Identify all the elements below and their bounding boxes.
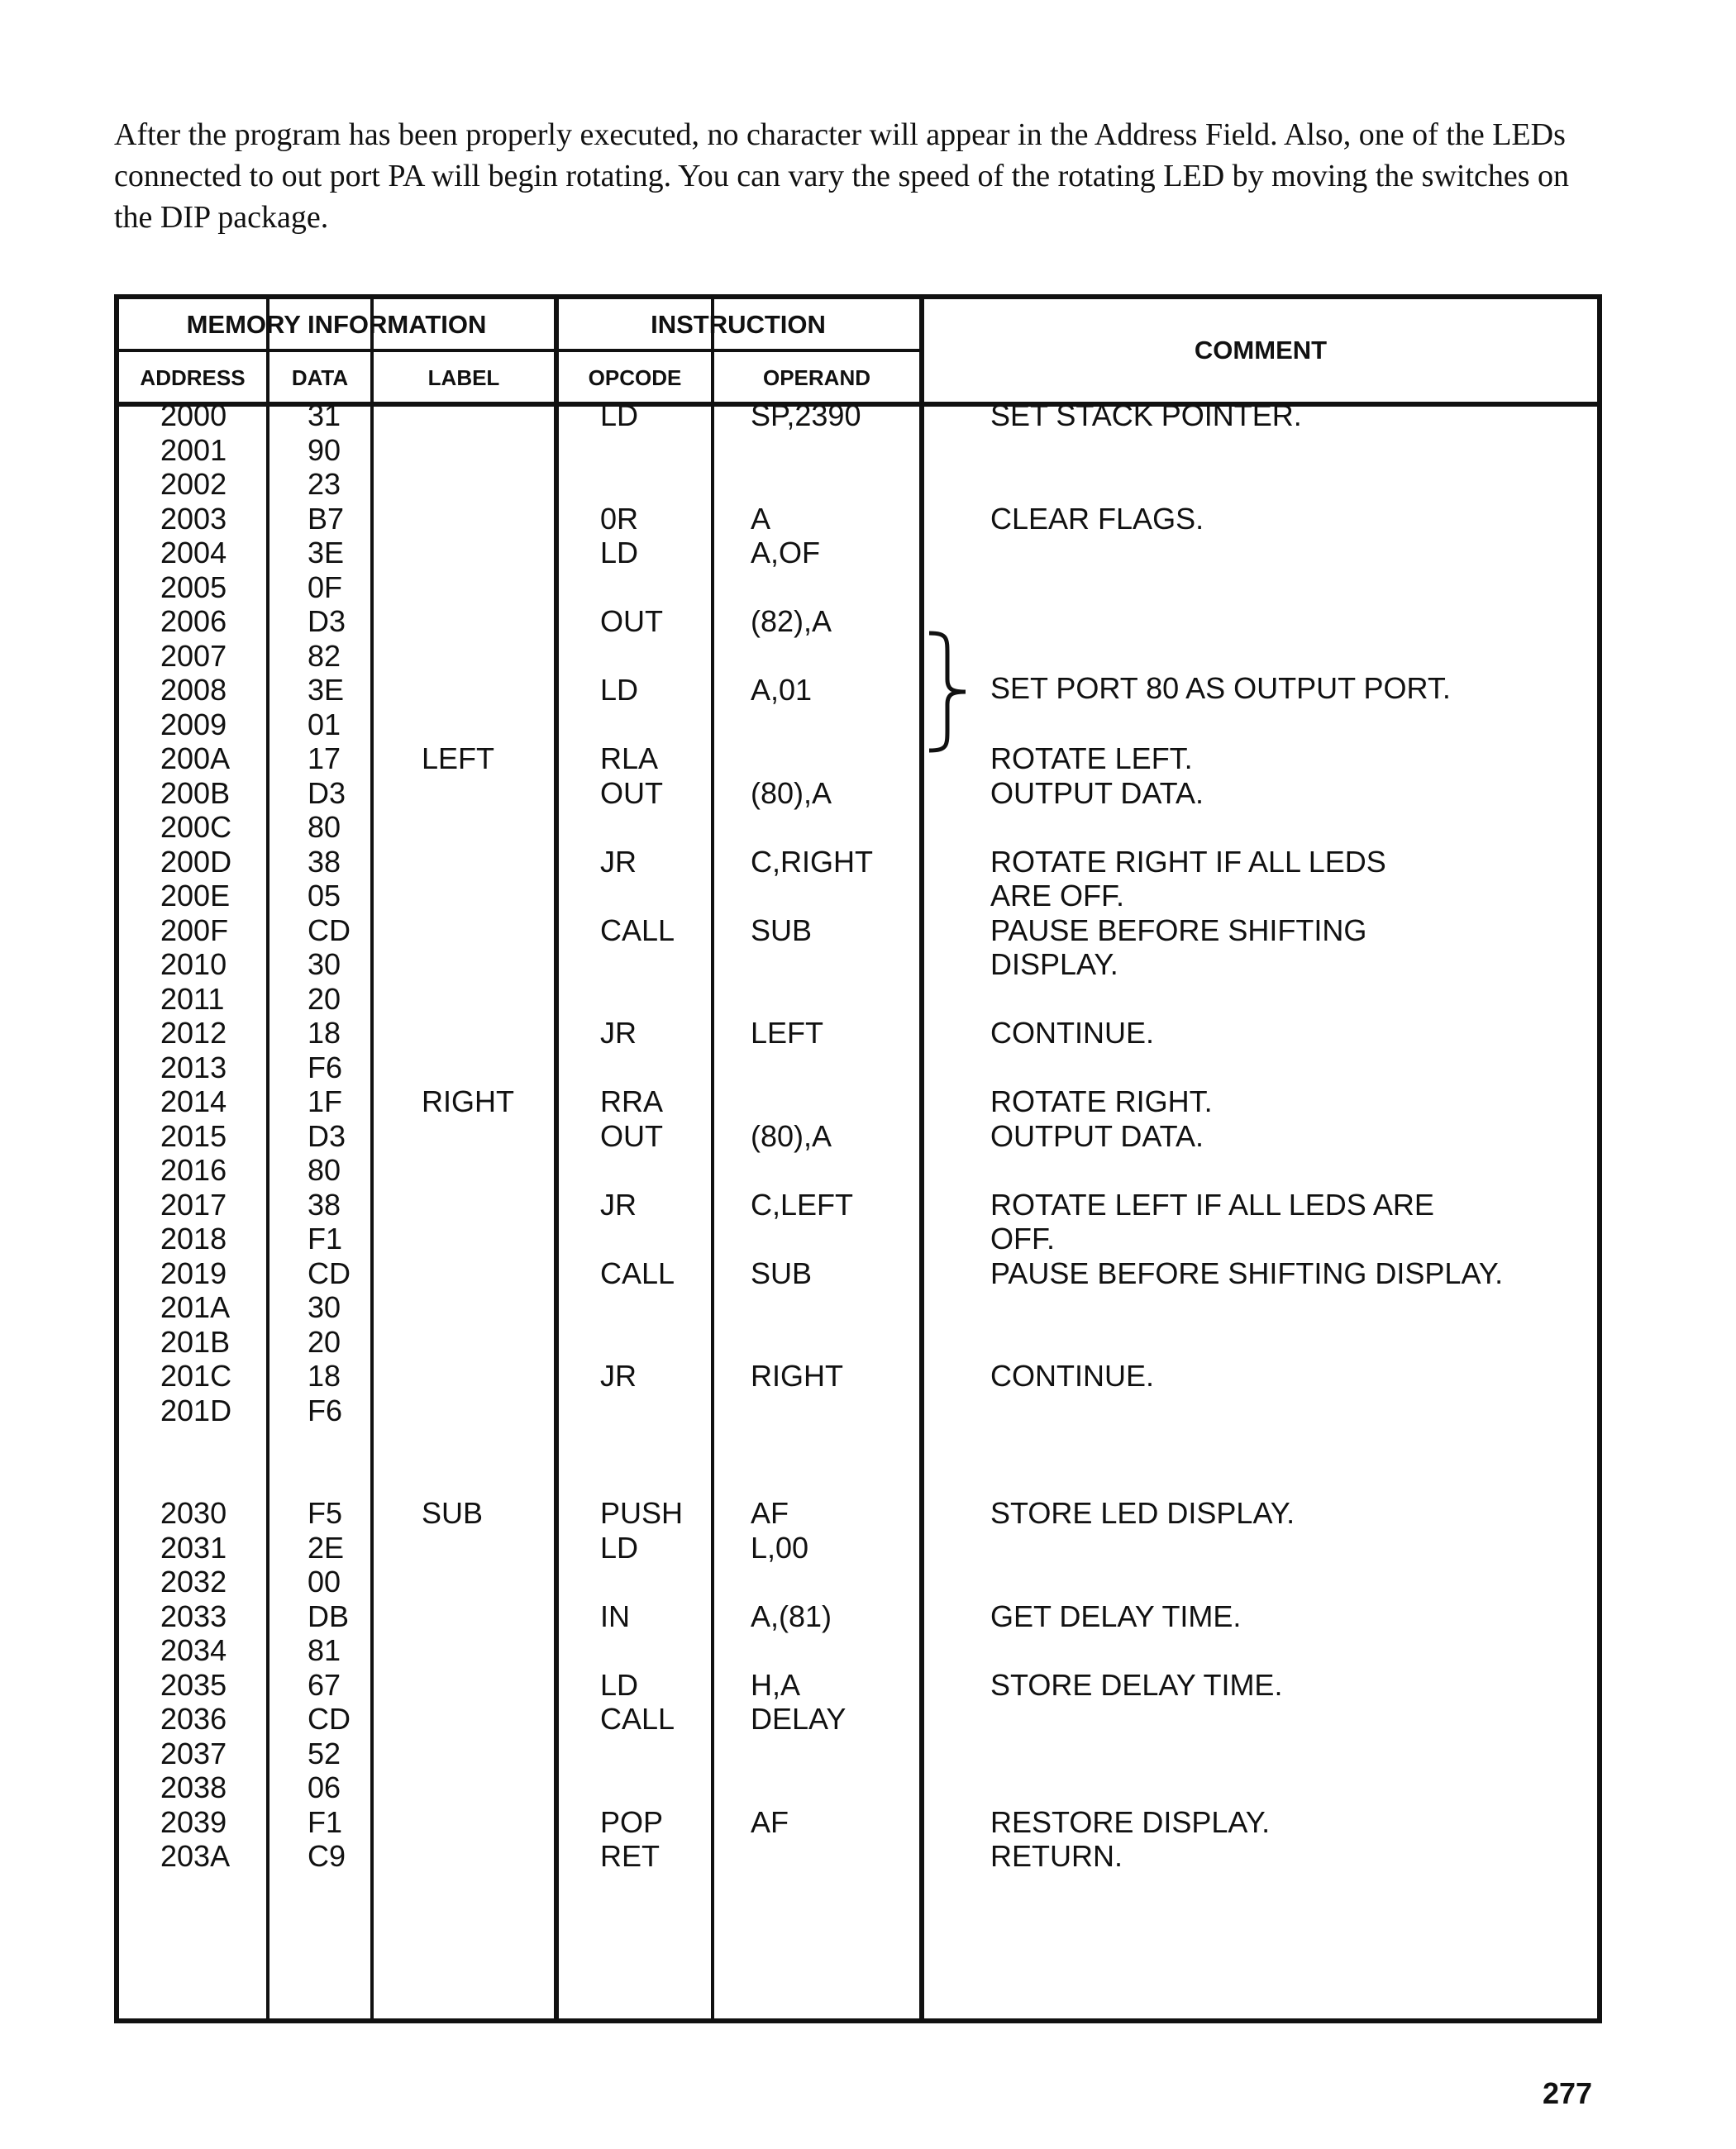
operand-cell: (82),A bbox=[751, 604, 832, 638]
address-cell: 2005 bbox=[160, 569, 227, 604]
comment-cell: ROTATE LEFT IF ALL LEDS ARE bbox=[990, 1187, 1434, 1222]
opcode-cell: LD bbox=[600, 673, 639, 707]
address-cell: 2030 bbox=[160, 1496, 227, 1530]
comment-cell: STORE DELAY TIME. bbox=[990, 1667, 1283, 1702]
data-cell: 05 bbox=[308, 879, 341, 912]
table-row bbox=[119, 982, 1597, 1017]
opcode-cell: CALL bbox=[600, 912, 675, 947]
header-comment: COMMENT bbox=[1194, 336, 1328, 365]
data-cell: F5 bbox=[308, 1496, 343, 1530]
page-number: 277 bbox=[1543, 2076, 1593, 2110]
header-memory-information: MEMORY INFORMATION bbox=[186, 310, 487, 339]
opcode-cell: 0R bbox=[600, 501, 639, 536]
header-instruction: INSTRUCTION bbox=[651, 310, 826, 339]
address-cell: 203A bbox=[160, 1839, 231, 1873]
comment-cell: OFF. bbox=[990, 1222, 1055, 1256]
operand-cell: AF bbox=[751, 1496, 789, 1530]
header-label: LABEL bbox=[427, 365, 500, 390]
comment-cell: OUTPUT DATA. bbox=[990, 775, 1204, 810]
operand-cell: A,(81) bbox=[751, 1599, 832, 1633]
table-row bbox=[119, 1599, 1597, 1634]
data-cell: CD bbox=[308, 1256, 351, 1290]
opcode-cell: LD bbox=[600, 536, 639, 569]
data-cell: F6 bbox=[308, 1050, 343, 1084]
data-cell: 01 bbox=[308, 707, 341, 741]
address-cell: 2003 bbox=[160, 501, 227, 536]
header-address: ADDRESS bbox=[140, 365, 246, 390]
data-cell: 20 bbox=[308, 1324, 341, 1359]
data-cell: 38 bbox=[308, 844, 341, 879]
comment-cell: CONTINUE. bbox=[990, 1016, 1154, 1050]
operand-cell: SUB bbox=[751, 1256, 813, 1290]
address-cell: 200E bbox=[160, 879, 231, 912]
data-cell: 00 bbox=[308, 1565, 341, 1599]
data-cell: D3 bbox=[308, 604, 346, 638]
opcode-cell: JR bbox=[600, 1016, 637, 1050]
data-cell: 80 bbox=[308, 810, 341, 844]
address-cell: 2038 bbox=[160, 1770, 227, 1804]
address-cell: 2031 bbox=[160, 1530, 227, 1565]
address-cell: 2004 bbox=[160, 536, 227, 569]
table-row bbox=[119, 776, 1597, 811]
table-row bbox=[119, 845, 1597, 879]
label-cell: RIGHT bbox=[422, 1084, 514, 1118]
opcode-cell: IN bbox=[600, 1599, 630, 1633]
address-cell: 2007 bbox=[160, 638, 227, 673]
table-row bbox=[119, 1496, 1597, 1531]
operand-cell: LEFT bbox=[751, 1016, 824, 1050]
address-cell: 200D bbox=[160, 844, 232, 879]
opcode-cell: RET bbox=[600, 1839, 660, 1873]
comment-cell: PAUSE BEFORE SHIFTING DISPLAY. bbox=[990, 1256, 1504, 1290]
data-cell: 1F bbox=[308, 1084, 343, 1118]
opcode-cell: OUT bbox=[600, 604, 663, 638]
data-cell: F6 bbox=[308, 1393, 343, 1427]
data-cell: 31 bbox=[308, 398, 341, 432]
comment-cell: CONTINUE. bbox=[990, 1359, 1154, 1393]
comment-cell: RETURN. bbox=[990, 1839, 1123, 1873]
program-listing-table bbox=[114, 294, 1602, 2023]
table-row bbox=[119, 1119, 1597, 1154]
operand-cell: A bbox=[751, 501, 771, 536]
data-cell: 2E bbox=[308, 1530, 345, 1565]
address-cell: 2035 bbox=[160, 1667, 227, 1702]
comment-cell: ARE OFF. bbox=[990, 879, 1125, 912]
address-cell: 200A bbox=[160, 741, 231, 775]
header-operand: OPERAND bbox=[762, 365, 870, 390]
table-row bbox=[119, 1016, 1597, 1051]
address-cell: 2014 bbox=[160, 1084, 227, 1118]
table-row bbox=[119, 708, 1597, 742]
table-row bbox=[119, 604, 1597, 639]
table-row bbox=[119, 1531, 1597, 1565]
operand-cell: (80),A bbox=[751, 775, 832, 810]
address-cell: 2008 bbox=[160, 673, 227, 707]
data-cell: 3E bbox=[308, 673, 345, 707]
comment-cell: PAUSE BEFORE SHIFTING bbox=[990, 912, 1367, 947]
table-row bbox=[119, 536, 1597, 570]
table-row bbox=[119, 879, 1597, 913]
address-cell: 2012 bbox=[160, 1016, 227, 1050]
address-cell: 200C bbox=[160, 810, 232, 844]
header-data: DATA bbox=[291, 365, 349, 390]
table-row bbox=[119, 639, 1597, 674]
operand-cell: RIGHT bbox=[751, 1359, 843, 1393]
opcode-cell: RRA bbox=[600, 1084, 664, 1118]
table-row bbox=[119, 502, 1597, 536]
table-row bbox=[119, 1290, 1597, 1325]
table-row bbox=[119, 1153, 1597, 1188]
operand-cell: A,01 bbox=[751, 673, 813, 707]
table-row bbox=[119, 1839, 1597, 1874]
address-cell: 201D bbox=[160, 1393, 232, 1427]
comment-cell: DISPLAY. bbox=[990, 947, 1118, 981]
address-cell: 2017 bbox=[160, 1187, 227, 1222]
address-cell: 2009 bbox=[160, 707, 227, 741]
address-cell: 2034 bbox=[160, 1633, 227, 1667]
operand-cell: SUB bbox=[751, 912, 813, 947]
data-cell: 20 bbox=[308, 981, 341, 1016]
address-cell: 2013 bbox=[160, 1050, 227, 1084]
opcode-cell: LD bbox=[600, 1667, 639, 1702]
table-row bbox=[119, 1051, 1597, 1085]
comment-cell: ROTATE LEFT. bbox=[990, 741, 1193, 775]
table-row bbox=[119, 1565, 1597, 1599]
table-row bbox=[119, 467, 1597, 502]
data-cell: 82 bbox=[308, 638, 341, 673]
data-cell: 90 bbox=[308, 432, 341, 467]
opcode-cell: RLA bbox=[600, 741, 659, 775]
address-cell: 2006 bbox=[160, 604, 227, 638]
opcode-cell: LD bbox=[600, 1530, 639, 1565]
opcode-cell: OUT bbox=[600, 1118, 663, 1153]
table-row bbox=[119, 1359, 1597, 1394]
data-cell: 67 bbox=[308, 1667, 341, 1702]
operand-cell: DELAY bbox=[751, 1702, 847, 1736]
address-cell: 200B bbox=[160, 775, 231, 810]
address-cell: 2002 bbox=[160, 467, 227, 501]
table-row bbox=[119, 1325, 1597, 1360]
table-row bbox=[119, 1084, 1597, 1119]
table-row bbox=[119, 1222, 1597, 1256]
address-cell: 201B bbox=[160, 1324, 231, 1359]
data-cell: 23 bbox=[308, 467, 341, 501]
address-cell: 2019 bbox=[160, 1256, 227, 1290]
table-row bbox=[119, 1668, 1597, 1703]
comment-cell: GET DELAY TIME. bbox=[990, 1599, 1242, 1633]
address-cell: 201A bbox=[160, 1290, 231, 1324]
operand-cell: L,00 bbox=[751, 1530, 809, 1565]
opcode-cell: CALL bbox=[600, 1702, 675, 1736]
data-cell: F1 bbox=[308, 1804, 343, 1839]
comment-cell: SET STACK POINTER. bbox=[990, 398, 1302, 432]
opcode-cell: LD bbox=[600, 398, 639, 432]
comment-cell: ROTATE RIGHT IF ALL LEDS bbox=[990, 844, 1386, 879]
curly-brace-icon bbox=[919, 630, 977, 754]
comment-cell: CLEAR FLAGS. bbox=[990, 501, 1204, 536]
table-row bbox=[119, 1702, 1597, 1737]
table-row bbox=[119, 1805, 1597, 1840]
data-cell: 17 bbox=[308, 741, 341, 775]
opcode-cell: PUSH bbox=[600, 1496, 684, 1530]
address-cell: 201C bbox=[160, 1359, 232, 1393]
data-cell: CD bbox=[308, 1702, 351, 1736]
address-cell: 2015 bbox=[160, 1118, 227, 1153]
data-cell: F1 bbox=[308, 1222, 343, 1256]
operand-cell: C,LEFT bbox=[751, 1187, 854, 1222]
address-cell: 2033 bbox=[160, 1599, 227, 1633]
data-cell: 30 bbox=[308, 947, 341, 981]
data-cell: 06 bbox=[308, 1770, 341, 1804]
address-cell: 2011 bbox=[160, 981, 225, 1016]
data-cell: 0F bbox=[308, 569, 343, 604]
comment-cell: RESTORE DISPLAY. bbox=[990, 1804, 1271, 1839]
table-row bbox=[119, 1633, 1597, 1668]
data-cell: 30 bbox=[308, 1290, 341, 1324]
table-row bbox=[119, 398, 1597, 433]
address-cell: 2010 bbox=[160, 947, 227, 981]
data-cell: D3 bbox=[308, 1118, 346, 1153]
data-cell: 38 bbox=[308, 1187, 341, 1222]
address-cell: 2000 bbox=[160, 398, 227, 432]
data-cell: C9 bbox=[308, 1839, 346, 1873]
address-cell: 2037 bbox=[160, 1736, 227, 1770]
data-cell: B7 bbox=[308, 501, 345, 536]
data-cell: 18 bbox=[308, 1359, 341, 1393]
label-cell: SUB bbox=[422, 1496, 484, 1530]
table-row bbox=[119, 947, 1597, 982]
operand-cell: (80),A bbox=[751, 1118, 832, 1153]
header-opcode: OPCODE bbox=[588, 365, 682, 390]
comment-cell: OUTPUT DATA. bbox=[990, 1118, 1204, 1153]
address-cell: 2018 bbox=[160, 1222, 227, 1256]
brace-comment: SET PORT 80 AS OUTPUT PORT. bbox=[990, 671, 1451, 705]
address-cell: 2039 bbox=[160, 1804, 227, 1839]
data-cell: CD bbox=[308, 912, 351, 947]
data-cell: 52 bbox=[308, 1736, 341, 1770]
opcode-cell: POP bbox=[600, 1804, 664, 1839]
operand-cell: A,OF bbox=[751, 536, 821, 569]
data-cell: 80 bbox=[308, 1153, 341, 1187]
intro-paragraph: After the program has been properly executed, no character will appear in the Address Field. Also, one of the LEDs connected to out port PA will begin rotating. You can vary the speed of the rotating LED by moving the switches on the DIP package. bbox=[114, 117, 1570, 235]
opcode-cell: CALL bbox=[600, 1256, 675, 1290]
table-row bbox=[119, 810, 1597, 845]
table-row bbox=[119, 1770, 1597, 1805]
address-cell: 2001 bbox=[160, 432, 227, 467]
data-cell: DB bbox=[308, 1599, 350, 1633]
opcode-cell: JR bbox=[600, 844, 637, 879]
data-cell: D3 bbox=[308, 775, 346, 810]
table-row bbox=[119, 1394, 1597, 1428]
opcode-cell: OUT bbox=[600, 775, 663, 810]
operand-cell: AF bbox=[751, 1804, 789, 1839]
label-cell: LEFT bbox=[422, 741, 495, 775]
operand-cell: C,RIGHT bbox=[751, 844, 873, 879]
opcode-cell: JR bbox=[600, 1359, 637, 1393]
address-cell: 2016 bbox=[160, 1153, 227, 1187]
comment-cell: ROTATE RIGHT. bbox=[990, 1084, 1213, 1118]
table-row bbox=[119, 1188, 1597, 1222]
table-row bbox=[119, 913, 1597, 948]
opcode-cell: JR bbox=[600, 1187, 637, 1222]
table-row bbox=[119, 1737, 1597, 1771]
operand-cell: H,A bbox=[751, 1667, 801, 1702]
data-cell: 81 bbox=[308, 1633, 341, 1667]
comment-cell: STORE LED DISPLAY. bbox=[990, 1496, 1295, 1530]
table-row bbox=[119, 1256, 1597, 1291]
address-cell: 2032 bbox=[160, 1565, 227, 1599]
address-cell: 2036 bbox=[160, 1702, 227, 1736]
table-row bbox=[119, 570, 1597, 605]
operand-cell: SP,2390 bbox=[751, 398, 861, 432]
data-cell: 3E bbox=[308, 536, 345, 569]
table-row bbox=[119, 433, 1597, 468]
table-row bbox=[119, 741, 1597, 776]
data-cell: 18 bbox=[308, 1016, 341, 1050]
address-cell: 200F bbox=[160, 912, 229, 947]
